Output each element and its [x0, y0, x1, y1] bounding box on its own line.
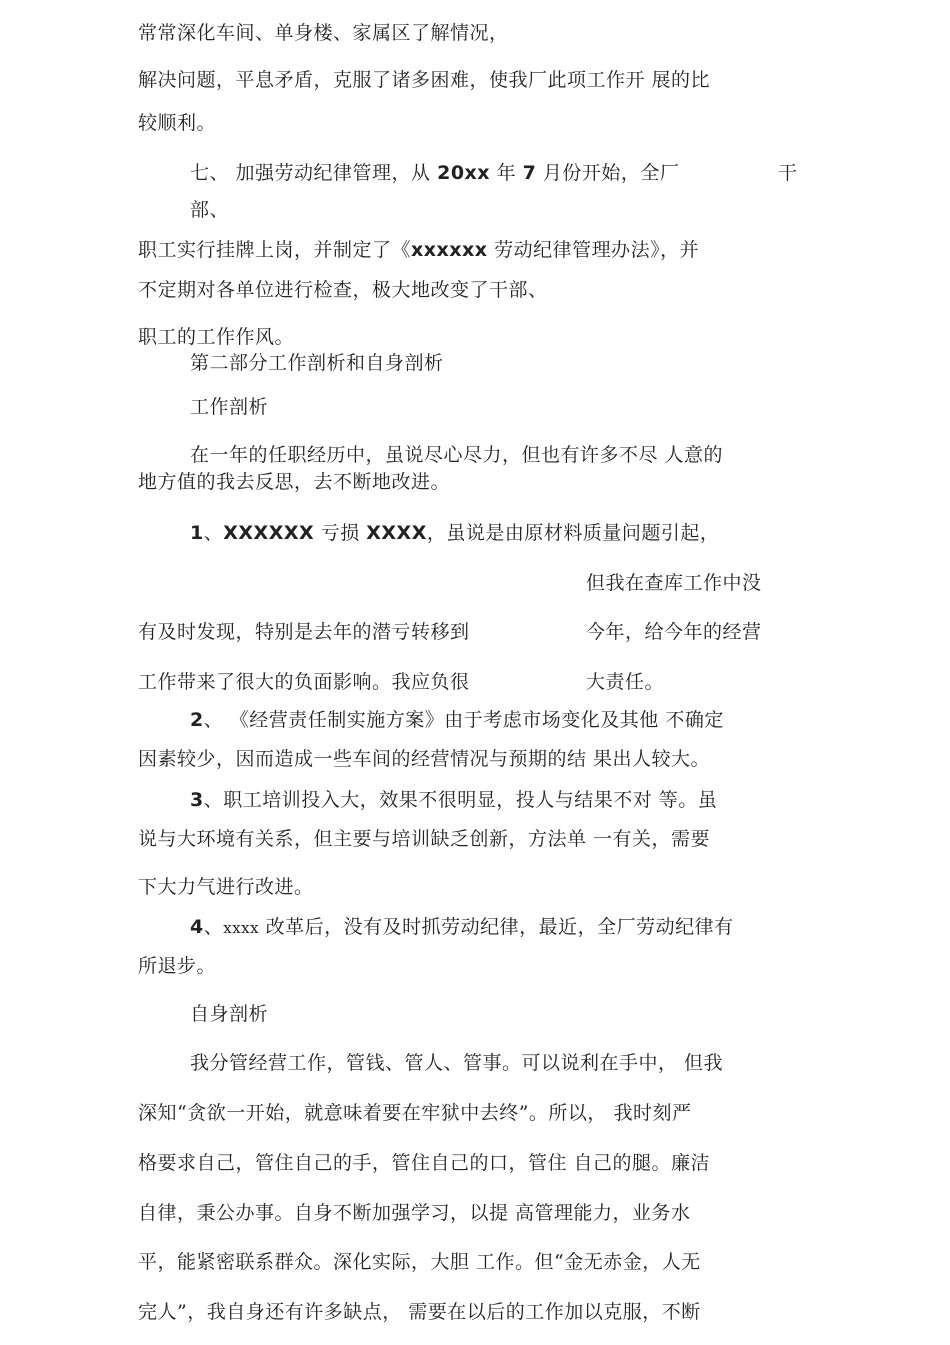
text-line: 深知“贪欲一开始，就意味着要在牢狱中去终”。所以， 我时刻严	[138, 1102, 692, 1124]
text-line: 地方值的我去反思，去不断地改进。	[138, 471, 451, 493]
text-span: 月份开始，全厂	[536, 162, 680, 184]
text-line: 完人”，我自身还有许多缺点， 需要在以后的工作加以克服，不断	[138, 1301, 701, 1323]
text-span: 、职工培训投入大，效果不很明显，投人与结果不对 等。虽	[203, 789, 718, 811]
text-span: 、	[203, 522, 224, 544]
text-line	[138, 236, 699, 264]
text-line: 说与大环境有关系，但主要与培训缺乏创新，方法单 一有关，需要	[138, 828, 711, 850]
list-number: 4	[190, 916, 204, 938]
list-number: 3	[190, 789, 204, 811]
text-line: 工作带来了很大的负面影响。我应负很	[138, 671, 470, 693]
text-span: 、	[203, 916, 224, 938]
text-span: 、 《经营责任制实施方案》由于考虑市场变化及其他 不确定	[203, 709, 724, 731]
text-span: ，虽说是由原材料质量问题引起，	[426, 522, 720, 544]
list-item-4	[190, 913, 734, 942]
text-line: 但我在查库工作中没	[586, 572, 762, 594]
list-number: 1	[190, 522, 204, 544]
text-line: 解决问题，平息矛盾，克服了诸多困难，使我厂此项工作开 展的比	[138, 69, 711, 91]
masked-name: xxxx	[223, 919, 260, 937]
text-line: 今年，给今年的经营	[586, 621, 762, 643]
text-line: 大责任。	[586, 671, 665, 693]
text-fragment: 干	[778, 162, 798, 184]
list-item-2	[190, 706, 724, 734]
text-line: 因素较少，因而造成一些车间的经营情况与预期的结 果出人较大。	[138, 748, 711, 770]
text-line: 下大力气进行改进。	[138, 876, 314, 898]
text-line: 自律，秉公办事。自身不断加强学习，以提 高管理能力，业务水	[138, 1202, 691, 1224]
text-line: 格要求自己，管住自己的手，管住自己的口，管住 自己的腿。廉洁	[138, 1152, 711, 1174]
list-item-3	[190, 786, 717, 814]
text-line: 较顺利。	[138, 112, 217, 134]
text-line: 平，能紧密联系群众。深化实际，大胆 工作。但“金无赤金，人无	[138, 1251, 701, 1273]
masked-name: XXXXXX	[223, 522, 315, 544]
masked-name: xxxxxx	[411, 239, 488, 261]
list-number: 2	[190, 709, 204, 731]
text-span: 职工实行挂牌上岗，并制定了《	[138, 239, 412, 261]
text-line: 所退步。	[138, 955, 217, 977]
text-span: 七、 加强劳动纪律管理，从	[190, 162, 438, 184]
year-text: 20xx	[437, 162, 491, 184]
text-line: 部、	[190, 199, 230, 221]
text-line: 不定期对各单位进行检查，极大地改变了干部、	[138, 279, 548, 301]
section-heading: 第二部分工作剖析和自身剖析	[190, 352, 444, 374]
text-span: 改革后，没有及时抓劳动纪律，最近，全厂劳动纪律有	[259, 916, 734, 938]
text-line: 在一年的任职经历中，虽说尽心尽力，但也有许多不尽 人意的	[190, 444, 724, 466]
text-line: 我分管经营工作，管钱、管人、管事。可以说利在手中， 但我	[190, 1052, 724, 1074]
masked-amount: XXXX	[366, 522, 427, 544]
text-span: 亏损	[314, 522, 367, 544]
subsection-heading: 自身剖析	[190, 1003, 269, 1025]
subsection-heading: 工作剖析	[190, 396, 269, 418]
text-span: 劳动纪律管理办法》，并	[487, 239, 700, 261]
month-text: 7	[522, 162, 537, 184]
section-seven-line	[190, 159, 679, 187]
list-item-1	[190, 519, 719, 547]
text-line: 职工的工作作风。	[138, 326, 295, 348]
text-span: 年	[490, 162, 523, 184]
text-line: 常常深化车间、单身楼、家属区了解情况，	[138, 22, 509, 44]
text-line: 有及时发现，特别是去年的潜亏转移到	[138, 621, 470, 643]
